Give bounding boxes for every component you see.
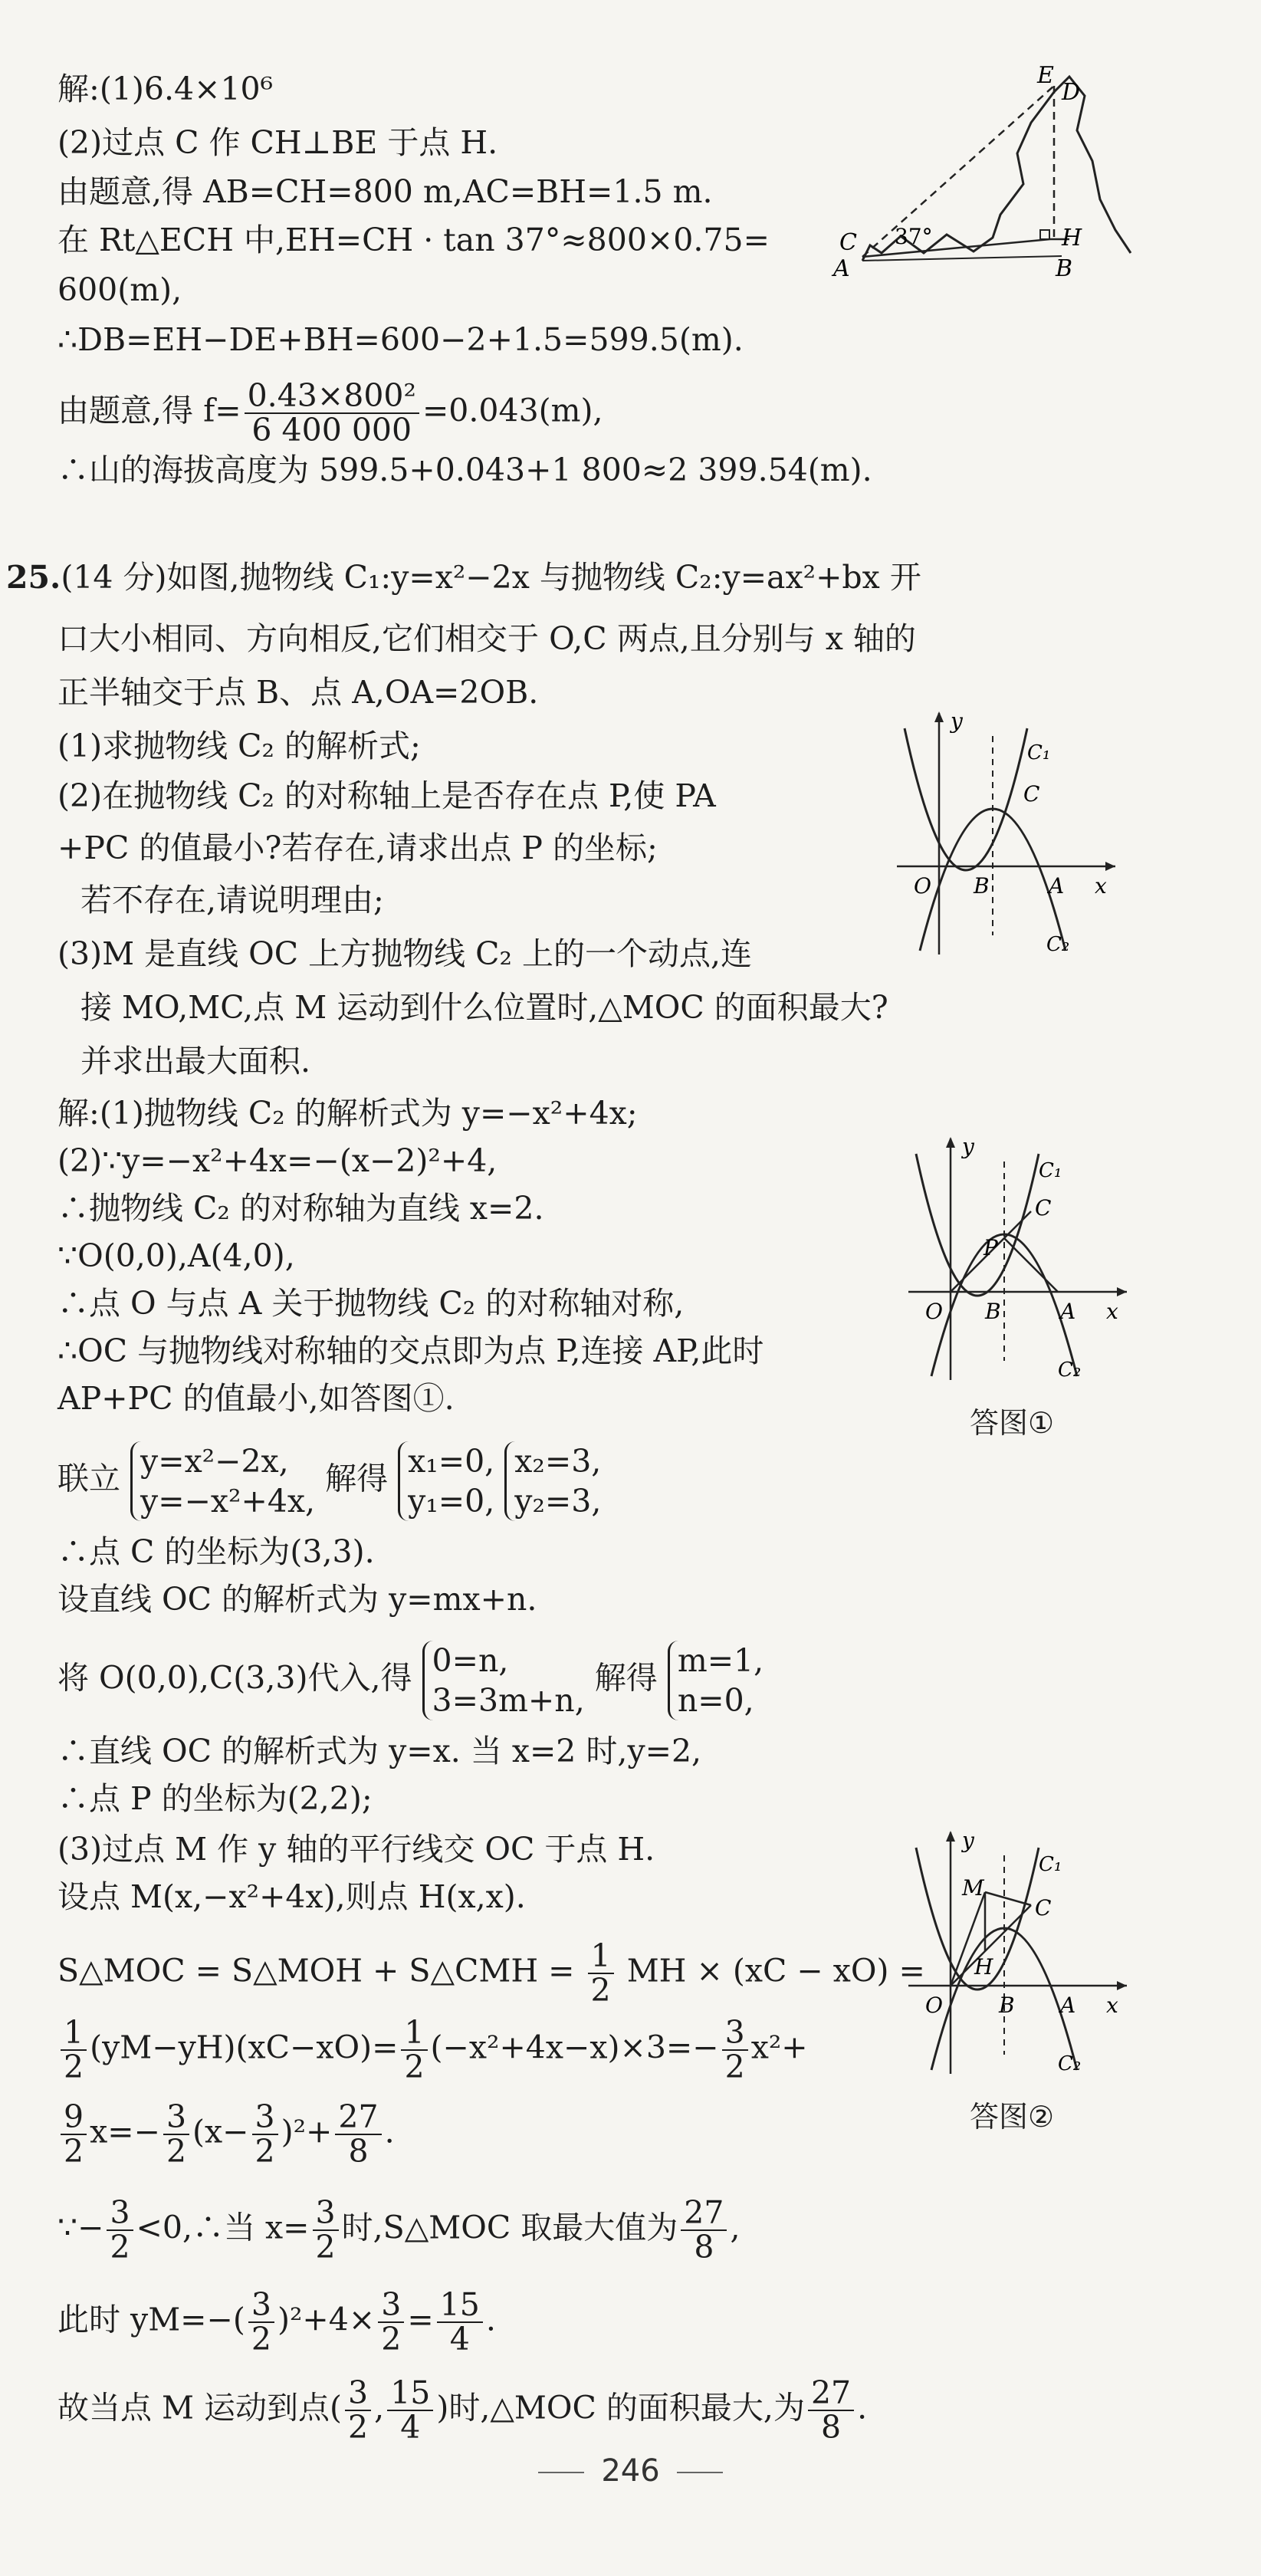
question-text: 并求出最大面积. [80, 1043, 311, 1079]
svg-text:P: P [984, 1235, 998, 1260]
label-A: A [833, 255, 850, 282]
svg-text:x: x [1106, 1299, 1118, 1324]
equation-system: 0=n, 3=3m+n, [422, 1641, 585, 1720]
page-number: 246 [0, 2453, 1261, 2489]
svg-text:y: y [951, 708, 963, 734]
svg-text:C₁: C₁ [1027, 741, 1051, 764]
parabola-figure [897, 705, 1119, 958]
solution-line: ∴OC 与抛物线对称轴的交点即为点 P,连接 AP,此时 [57, 1332, 764, 1369]
solution-line: 解:(1)抛物线 C₂ 的解析式为 y=−x²+4x; [57, 1095, 638, 1132]
label-E: E [1037, 62, 1054, 89]
solution-line: ∴点 P 的坐标为(2,2); [57, 1780, 373, 1817]
solution-line: AP+PC 的值最小,如答图①. [57, 1380, 455, 1417]
solution-line: (2)过点 C 作 CH⊥BE 于点 H. [57, 124, 498, 161]
svg-text:H: H [974, 1954, 993, 1980]
svg-text:B: B [974, 873, 990, 899]
svg-text:C: C [1023, 781, 1040, 807]
question-text: 口大小相同、方向相反,它们相交于 O,C 两点,且分别与 x 轴的 [57, 620, 916, 657]
svg-text:C₁: C₁ [1039, 1159, 1062, 1182]
figure-caption: 答图② [970, 2100, 1055, 2134]
answer-figure-2 [908, 1825, 1131, 2078]
svg-text:C₁: C₁ [1039, 1853, 1062, 1876]
solution-line: ∴点 O 与点 A 关于抛物线 C₂ 的对称轴对称, [57, 1285, 685, 1322]
solution-line: 设点 M(x,−x²+4x),则点 H(x,x). [57, 1878, 526, 1915]
solution-line: ∵− $\frac{3}{2}$ <0,∴当 x= $\frac{3}{2}$ 时,S△MOC 取最大值为 $\frac{27}{8}$ , [57, 2194, 741, 2266]
solution-system: x₁=0, y₁=0, [398, 1441, 494, 1521]
label-D: D [1062, 79, 1081, 106]
svg-text:y: y [962, 1828, 974, 1853]
equation-system: y=x²−2x, y=−x²+4x, [130, 1441, 315, 1521]
solution-line: 在 Rt△ECH 中,EH=CH · tan 37°≈800×0.75= [57, 222, 770, 258]
svg-text:x: x [1095, 873, 1107, 899]
svg-text:C₂: C₂ [1046, 933, 1070, 956]
svg-text:B: B [985, 1299, 1001, 1324]
label-B: B [1056, 255, 1073, 282]
question-text: (1)求抛物线 C₂ 的解析式; [57, 728, 421, 764]
question-number: 25. [6, 559, 61, 596]
question-text: (3)M 是直线 OC 上方抛物线 C₂ 上的一个动点,连 [57, 935, 753, 972]
solution-line: S△MOC = S△MOH + S△CMH = $\frac{1}{2}$ MH × (xC − xO) = [57, 1937, 925, 2009]
svg-text:C: C [1035, 1895, 1052, 1921]
solution-line: ∴山的海拔高度为 599.5+0.043+1 800≈2 399.54(m). [57, 452, 872, 488]
fraction: $\frac{\text{0.43×800²}}{6 400 000}$ [245, 380, 419, 447]
label-C: C [839, 229, 857, 256]
solution-line: 故当点 M 运动到点( $\frac{3}{2}$ , $\frac{15}{4}$ )时,△MOC 的面积最大,为 $\frac{27}{8}$ . [57, 2374, 868, 2446]
svg-text:C₂: C₂ [1058, 2052, 1082, 2075]
solution-line: 由题意,得 AB=CH=800 m,AC=BH=1.5 m. [57, 173, 713, 210]
solution-line: (2)∵y=−x²+4x=−(x−2)²+4, [57, 1142, 498, 1179]
question-text: (2)在抛物线 C₂ 的对称轴上是否存在点 P,使 PA [57, 777, 716, 814]
equation-system-line: 联立 y=x²−2x, y=−x²+4x, 解得 x₁=0, y₁=0, x₂=3, y₂=3, [57, 1443, 602, 1520]
label-H: H [1062, 225, 1082, 251]
svg-text:C₂: C₂ [1058, 1359, 1082, 1382]
solution-line: ∴点 C 的坐标为(3,3). [57, 1533, 375, 1570]
solution-line: $\frac{1}{2}$ (yM−yH)(xC−xO)= $\frac{1}{2}$ (−x²+4x−x)×3=− $\frac{3}{2}$ x²+ [57, 2016, 808, 2084]
svg-text:A: A [1060, 1993, 1076, 2018]
question-text: 若不存在,请说明理由; [80, 882, 384, 918]
solution-system: x₂=3, y₂=3, [504, 1441, 601, 1521]
svg-text:C: C [1035, 1195, 1052, 1221]
svg-text:x: x [1106, 1993, 1118, 2018]
question-text: +PC 的值最小?若存在,请求出点 P 的坐标; [57, 830, 658, 866]
svg-text:A: A [1049, 873, 1065, 899]
solution-line: ∴抛物线 C₂ 的对称轴为直线 x=2. [57, 1190, 544, 1227]
question-text: 正半轴交于点 B、点 A,OA=2OB. [57, 674, 539, 711]
question-text: 接 MO,MC,点 M 运动到什么位置时,△MOC 的面积最大? [80, 989, 888, 1026]
solution-line: 600(m), [57, 271, 182, 308]
question-text: 25.(14 分)如图,抛物线 C₁:y=x²−2x 与抛物线 C₂:y=ax²+bx 开 [6, 559, 921, 596]
solution-line: $\frac{9}{2}$ x=− $\frac{3}{2}$ (x− $\frac{3}{2}$ )²+ $\frac{27}{8}$ . [57, 2101, 395, 2168]
svg-text:O: O [925, 1993, 943, 2018]
solution-line: 设直线 OC 的解析式为 y=mx+n. [57, 1581, 537, 1618]
solution-line: ∴直线 OC 的解析式为 y=x. 当 x=2 时,y=2, [57, 1733, 702, 1769]
solution-line: 由题意,得 f= $\frac{\text{0.43×800²}}{6 400 000}$ =0.043(m), [57, 377, 603, 449]
solution-line: ∴DB=EH−DE+BH=600−2+1.5=599.5(m). [57, 321, 744, 358]
equation-system-line: 将 O(0,0),C(3,3)代入,得 0=n, 3=3m+n, 解得 m=1, n=0, [57, 1642, 764, 1719]
svg-text:M: M [962, 1875, 984, 1901]
solution-line: (3)过点 M 作 y 轴的平行线交 OC 于点 H. [57, 1831, 655, 1868]
svg-text:y: y [962, 1134, 974, 1159]
solution-line: ∵O(0,0),A(4,0), [57, 1237, 295, 1274]
solution-line: 解:(1)6.4×10⁶ [57, 71, 274, 107]
label-angle: 37° [895, 224, 933, 249]
solution-system: m=1, n=0, [668, 1641, 763, 1720]
svg-text:O: O [925, 1299, 943, 1324]
svg-text:O: O [914, 873, 931, 899]
svg-text:A: A [1060, 1299, 1076, 1324]
answer-figure-1 [908, 1131, 1131, 1384]
svg-text:B: B [999, 1993, 1015, 2018]
mountain-figure [833, 61, 1131, 291]
solution-line: 此时 yM=−( $\frac{3}{2}$ )²+4× $\frac{3}{2}$ = $\frac{15}{4}$ . [57, 2286, 496, 2358]
figure-caption: 答图① [970, 1406, 1055, 1440]
